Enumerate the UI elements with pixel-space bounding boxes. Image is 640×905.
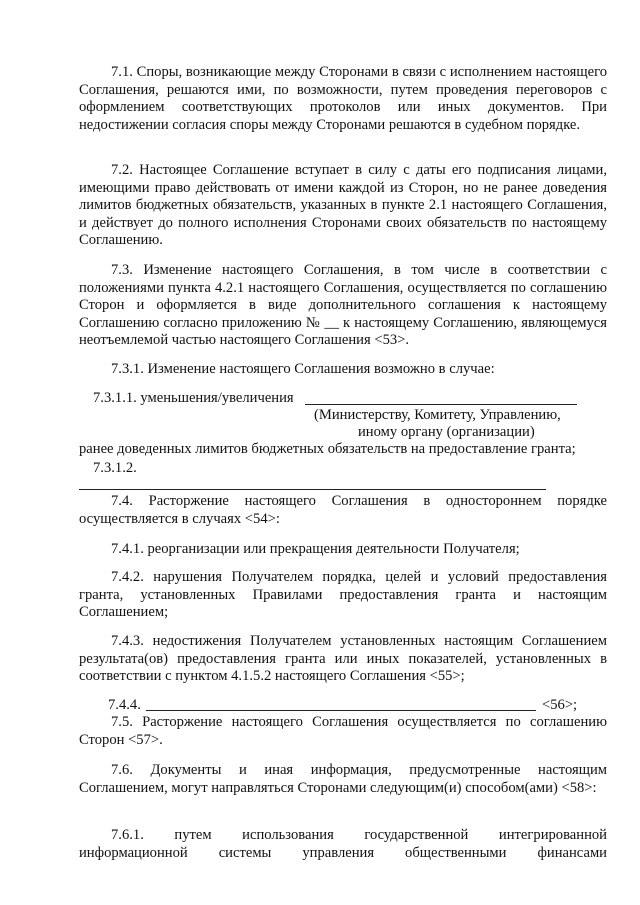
clause-7-5: 7.5. Расторжение настоящего Соглашения осуществляется по соглашению Сторон <57>. <box>79 714 607 748</box>
clause-7-3: 7.3. Изменение настоящего Соглашения, в том числе в соответствии с положениями пункта 4.2.1 настоящего Соглашения, осуществляется по соглашению Сторон и оформляется в виде дополнительного соглашения к настоящему Соглашению согласно приложению № __ к настоящему Соглашению, являющемуся неотъемлемой частью настоящего Соглашения <53>. <box>79 262 607 349</box>
clause-7-3-1-1-blank-line <box>305 404 577 405</box>
clause-7-4: 7.4. Расторжение настоящего Соглашения в одностороннем порядке осуществляется в случаях <54>: <box>79 493 607 527</box>
clause-7-2: 7.2. Настоящее Соглашение вступает в силу с даты его подписания лицами, имеющими право действовать от имени каждой из Сторон, но не ранее доведения лимитов бюджетных обязательств, указанных в пункте 2.1 настоящего Соглашения, и действует до полного исполнения Сторонами своих обязательств по настоящему Соглашению. <box>79 162 607 249</box>
clause-7-6: 7.6. Документы и иная информация, предусмотренные настоящим Соглашением, могут направляться Сторонами следующим(и) способом(ами) <58>: <box>79 762 607 796</box>
clause-7-3-1-1-tail: ранее доведенных лимитов бюджетных обязательств на предоставление гранта; <box>79 441 576 457</box>
clause-7-3-1-1-hint-1: (Министерству, Комитету, Управлению, <box>314 407 561 423</box>
clause-7-3-1: 7.3.1. Изменение настоящего Соглашения возможно в случае: <box>111 361 495 377</box>
clause-7-4-4-label: 7.4.4. <box>108 697 141 713</box>
clause-7-4-3: 7.4.3. недостижения Получателем установленных настоящим Соглашением результата(ов) предоставления гранта или иных показателей, установленных в соответствии с пунктом 4.1.5.2 настоящего Соглашения <55>; <box>79 633 607 685</box>
clause-7-4-4-ref: <56>; <box>542 697 578 713</box>
clause-7-6-1: 7.6.1. путем использования государственной интегрированной информационной системы управления общественными финансами <box>79 827 607 861</box>
clause-7-3-1-1-hint-2: иному органу (организации) <box>358 424 535 440</box>
clause-7-3-1-2-label: 7.3.1.2. <box>93 460 137 476</box>
clause-7-4-4-blank-line <box>146 710 536 711</box>
clause-7-3-1-2-blank-line <box>79 489 546 490</box>
clause-7-1: 7.1. Споры, возникающие между Сторонами в связи с исполнением настоящего Соглашения, решаются ими, по возможности, путем проведения переговоров с оформлением соответствующих протоколов или иных документов. При недостижении согласия споры между Сторонами решаются в судебном порядке. <box>79 64 607 133</box>
clause-7-4-1: 7.4.1. реорганизации или прекращения деятельности Получателя; <box>111 541 520 557</box>
clause-7-3-1-1-label: 7.3.1.1. уменьшения/увеличения <box>93 390 294 406</box>
clause-7-4-2: 7.4.2. нарушения Получателем порядка, целей и условий предоставления гранта, установленных Правилами предоставления гранта и настоящим Соглашением; <box>79 569 607 621</box>
